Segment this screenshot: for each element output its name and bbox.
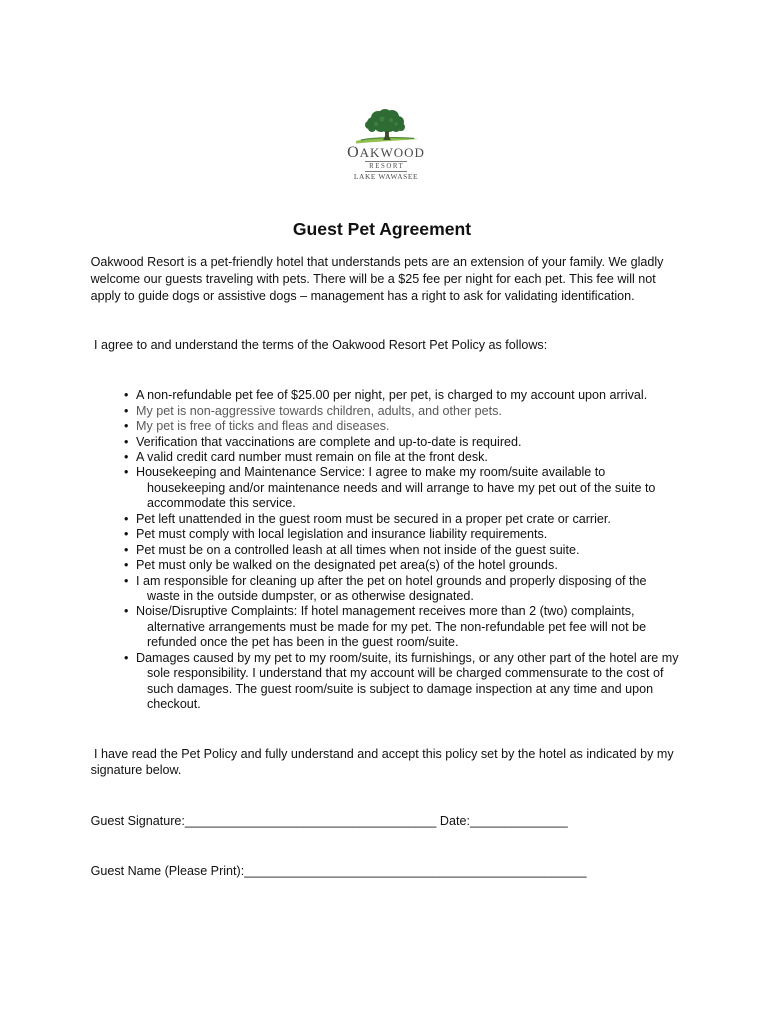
policy-item	[0, 543, 770, 558]
policy-item	[0, 574, 770, 605]
policy-item-text: Pet must be on a controlled leash at all times when not inside of the guest suite.	[136, 542, 580, 557]
policy-item-text: Verification that vaccinations are complete and up-to-date is required.	[136, 434, 522, 449]
agreement-statement: I agree to and understand the terms of the Oakwood Resort Pet Policy as follows:	[94, 338, 548, 352]
policy-item-continuation: accommodate this service.	[147, 496, 296, 511]
policy-item-text: My pet is non-aggressive towards children, adults, and other pets.	[136, 403, 502, 418]
date-label: Date:	[439, 814, 470, 828]
logo-subtitle: RESORT	[365, 161, 408, 172]
policy-item	[0, 404, 770, 419]
bullet-icon: •	[124, 388, 129, 403]
policy-item	[0, 388, 770, 403]
printed-name-label: Guest Name (Please Print):	[90, 864, 245, 878]
policy-item-text: Noise/Disruptive Complaints: If hotel management receives more than 2 (two) complaints,	[136, 604, 635, 619]
intro-line: apply to guide dogs or assistive dogs – management has a right to ask for validating identification.	[90, 288, 635, 303]
policy-item	[0, 651, 770, 713]
bullet-icon: •	[124, 419, 129, 434]
date-blank: ______________	[469, 814, 568, 828]
policy-item-text: Pet left unattended in the guest room must be secured in a proper pet crate or carrier.	[136, 511, 611, 526]
policy-item-text: Pet must only be walked on the designated pet area(s) of the hotel grounds.	[136, 558, 558, 573]
logo-name: OAKWOOD	[347, 144, 425, 161]
logo-subtitle-wrap	[328, 161, 444, 172]
policy-item-continuation: checkout.	[147, 697, 201, 712]
policy-item	[0, 419, 770, 434]
tree-canopy	[365, 109, 405, 132]
policy-item	[0, 604, 770, 650]
policy-item	[0, 558, 770, 573]
signature-label: Guest Signature:	[90, 814, 185, 828]
policy-item-text: I am responsible for cleaning up after the pet on hotel grounds and properly disposing of the	[136, 573, 647, 588]
policy-item-text: A non-refundable pet fee of $25.00 per night, per pet, is charged to my account upon arrival.	[136, 388, 648, 403]
bullet-icon: •	[124, 434, 129, 449]
policy-item	[0, 435, 770, 450]
logo-location: LAKE WAWASEE	[353, 171, 419, 181]
bullet-icon: •	[124, 558, 129, 573]
intro-paragraph	[91, 254, 664, 305]
acknowledgement-line: signature below.	[90, 763, 182, 777]
policy-item-text: A valid credit card number must remain on file at the front desk.	[136, 450, 488, 465]
bullet-icon: •	[124, 450, 129, 465]
bullet-icon: •	[124, 511, 129, 526]
intro-line: welcome our guests traveling with pets. There will be a $25 fee per night for each pet. This fee will not	[90, 271, 656, 286]
bullet-icon: •	[124, 604, 129, 619]
bullet-icon: •	[124, 542, 129, 557]
policy-item	[0, 512, 770, 527]
policy-item	[0, 465, 770, 511]
policy-item-continuation: sole responsibility. I understand that my account will be charged commensurate to the cost of	[147, 666, 664, 681]
printed-name-row	[91, 863, 587, 879]
policy-item	[0, 450, 770, 465]
policy-item-text: Pet must comply with local legislation and insurance liability requirements.	[136, 527, 548, 542]
policy-item-text: Housekeeping and Maintenance Service: I agree to make my room/suite available to	[136, 465, 606, 480]
policy-item-text: My pet is free of ticks and fleas and diseases.	[136, 419, 390, 434]
printed-name-blank: _________________________________________________	[244, 864, 587, 878]
bullet-icon: •	[124, 650, 129, 665]
policy-item-continuation: housekeeping and/or maintenance needs and will arrange to have my pet out of the suite to	[147, 480, 656, 495]
bullet-icon: •	[124, 465, 129, 480]
bullet-icon: •	[124, 573, 129, 588]
bullet-icon: •	[124, 527, 129, 542]
intro-line: Oakwood Resort is a pet-friendly hotel that understands pets are an extension of your family. We gladly	[90, 254, 664, 269]
policy-item-continuation: alternative arrangements must be made for my pet. The non-refundable pet fee will not be	[147, 619, 647, 634]
signature-blank: ____________________________________	[184, 814, 437, 828]
policy-item-text: Damages caused by my pet to my room/suite, its furnishings, or any other part of the hotel are my	[136, 650, 679, 665]
policy-item-continuation: waste in the outside dumpster, or as otherwise designated.	[147, 588, 474, 603]
policy-item-continuation: refunded once the pet has been in the guest room/suite.	[147, 635, 459, 650]
document-title: Guest Pet Agreement	[292, 219, 472, 239]
bullet-icon: •	[124, 403, 129, 418]
resort-logo	[328, 100, 444, 186]
policy-list	[0, 388, 770, 712]
oak-tree-icon	[346, 104, 426, 146]
policy-item-continuation: such damages. The guest room/suite is subject to damage inspection at any time and upon	[147, 681, 654, 696]
signature-row	[91, 813, 568, 829]
policy-item	[0, 527, 770, 542]
acknowledgement-line: I have read the Pet Policy and fully understand and accept this policy set by the hotel as indicated by my	[94, 747, 674, 761]
